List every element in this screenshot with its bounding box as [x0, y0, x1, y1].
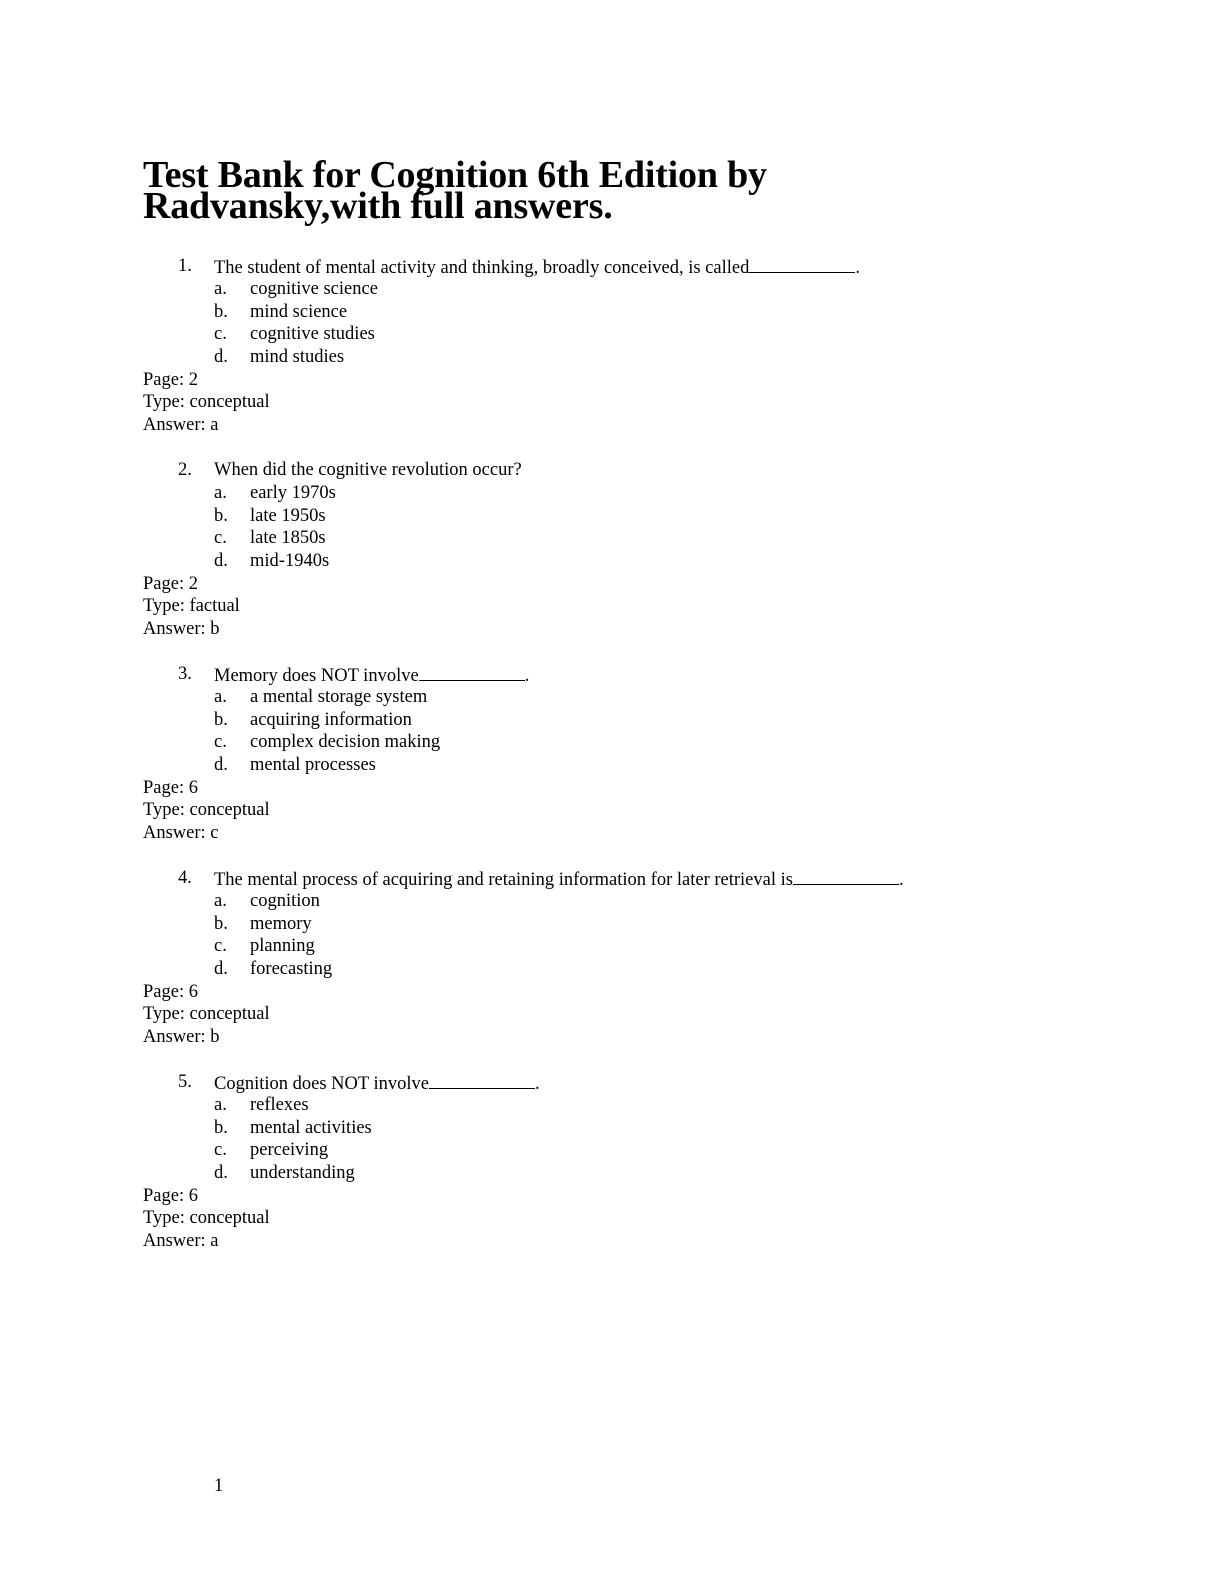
option-letter: a. [214, 891, 227, 911]
question-text: The mental process of acquiring and retaining information for later retrieval is [214, 870, 793, 890]
question-type: Type: factual [143, 596, 240, 617]
question-number: 2. [178, 460, 192, 480]
option [0, 346, 1224, 369]
page-number: 1 [214, 1476, 224, 1496]
question-text-end: . [855, 258, 860, 278]
option-text: cognitive studies [250, 324, 375, 345]
option [0, 527, 1224, 550]
title-line-2: Radvansky,with full answers. [143, 185, 613, 227]
option-text: understanding [250, 1163, 355, 1184]
option [0, 935, 1224, 958]
option-text: late 1950s [250, 505, 326, 526]
option-text: reflexes [250, 1095, 309, 1115]
question-page: Page: 2 [143, 573, 198, 594]
option-text: mental activities [250, 1117, 372, 1138]
answer-blank [749, 255, 855, 273]
title-line-1: Test Bank for Cognition 6th Edition by [143, 154, 767, 196]
option-letter: c. [214, 936, 227, 957]
question-text: Cognition does NOT involve [214, 1074, 429, 1094]
option-letter: b. [214, 301, 228, 322]
option-letter: a. [214, 279, 227, 299]
question-page: Page: 6 [143, 981, 198, 1002]
question-type: Type: conceptual [143, 1004, 270, 1025]
question-stem [0, 1071, 1224, 1094]
option [0, 1117, 1224, 1140]
question-text-end: . [898, 870, 904, 890]
option-letter: c. [214, 1140, 227, 1161]
option [0, 1139, 1224, 1162]
option [0, 278, 1224, 301]
question-type: Type: conceptual [143, 1208, 270, 1229]
option [0, 550, 1224, 573]
option-letter: d. [214, 1163, 228, 1184]
option [0, 482, 1224, 505]
question-4 [0, 867, 1224, 1049]
option-text: planning [250, 936, 315, 957]
option-text: complex decision making [250, 732, 441, 753]
option-text: forecasting [250, 959, 333, 980]
question-answer: Answer: b [143, 619, 220, 640]
option-letter: c. [214, 324, 227, 345]
question-type: Type: conceptual [143, 392, 270, 413]
question-answer: Answer: b [143, 1027, 220, 1048]
question-number: 4. [178, 868, 192, 888]
option-text: mind science [250, 301, 348, 322]
question-type: Type: conceptual [143, 800, 270, 821]
question-stem [0, 663, 1224, 686]
option [0, 958, 1224, 981]
document-title [143, 154, 843, 227]
option-letter: a. [214, 687, 227, 707]
question-answer: Answer: c [143, 823, 219, 844]
question-number: 1. [178, 256, 192, 276]
option [0, 754, 1224, 777]
answer-blank [419, 663, 525, 681]
question-stem [0, 255, 1224, 278]
question-answer: Answer: a [143, 1231, 219, 1252]
option [0, 890, 1224, 913]
option [0, 686, 1224, 709]
option [0, 1162, 1224, 1185]
option-text: a mental storage system [250, 687, 428, 707]
option-letter: d. [214, 755, 228, 776]
option-text: mid-1940s [250, 551, 330, 572]
option-text: mental processes [250, 755, 376, 776]
option-text: late 1850s [250, 528, 326, 549]
option-letter: c. [214, 528, 227, 549]
option [0, 301, 1224, 324]
option-letter: d. [214, 347, 228, 368]
question-number: 5. [178, 1072, 192, 1092]
question-number: 3. [178, 664, 192, 684]
option-text: acquiring information [250, 709, 412, 730]
option [0, 709, 1224, 732]
option-letter: d. [214, 959, 228, 980]
option [0, 731, 1224, 754]
question-text-end: . [524, 666, 530, 686]
question-2 [0, 459, 1224, 641]
option [0, 1094, 1224, 1117]
option [0, 323, 1224, 346]
question-text: When did the cognitive revolution occur? [214, 460, 522, 480]
question-page: Page: 6 [143, 1185, 198, 1206]
question-stem [0, 867, 1224, 890]
question-answer: Answer: a [143, 415, 219, 436]
question-1 [0, 255, 1224, 437]
question-text: Memory does NOT involve [214, 666, 419, 686]
answer-blank [429, 1071, 535, 1089]
option-letter: d. [214, 551, 228, 572]
question-page: Page: 2 [143, 369, 198, 390]
question-text-end: . [534, 1074, 540, 1094]
option-letter: b. [214, 505, 228, 526]
option [0, 505, 1224, 528]
option-letter: a. [214, 483, 227, 503]
option-text: memory [250, 913, 312, 934]
option-letter: b. [214, 1117, 228, 1138]
question-3 [0, 663, 1224, 845]
question-text: The student of mental activity and thinking, broadly conceived, is called [214, 258, 750, 278]
answer-blank [793, 867, 899, 885]
option [0, 913, 1224, 936]
option-text: perceiving [250, 1140, 329, 1161]
option-text: early 1970s [250, 483, 336, 503]
option-letter: c. [214, 732, 227, 753]
option-text: cognition [250, 891, 320, 911]
question-page: Page: 6 [143, 777, 198, 798]
option-text: cognitive science [250, 279, 378, 299]
option-letter: b. [214, 709, 228, 730]
option-letter: a. [214, 1095, 227, 1115]
option-letter: b. [214, 913, 228, 934]
question-5 [0, 1071, 1224, 1253]
question-stem [0, 459, 1224, 482]
option-text: mind studies [250, 347, 345, 368]
